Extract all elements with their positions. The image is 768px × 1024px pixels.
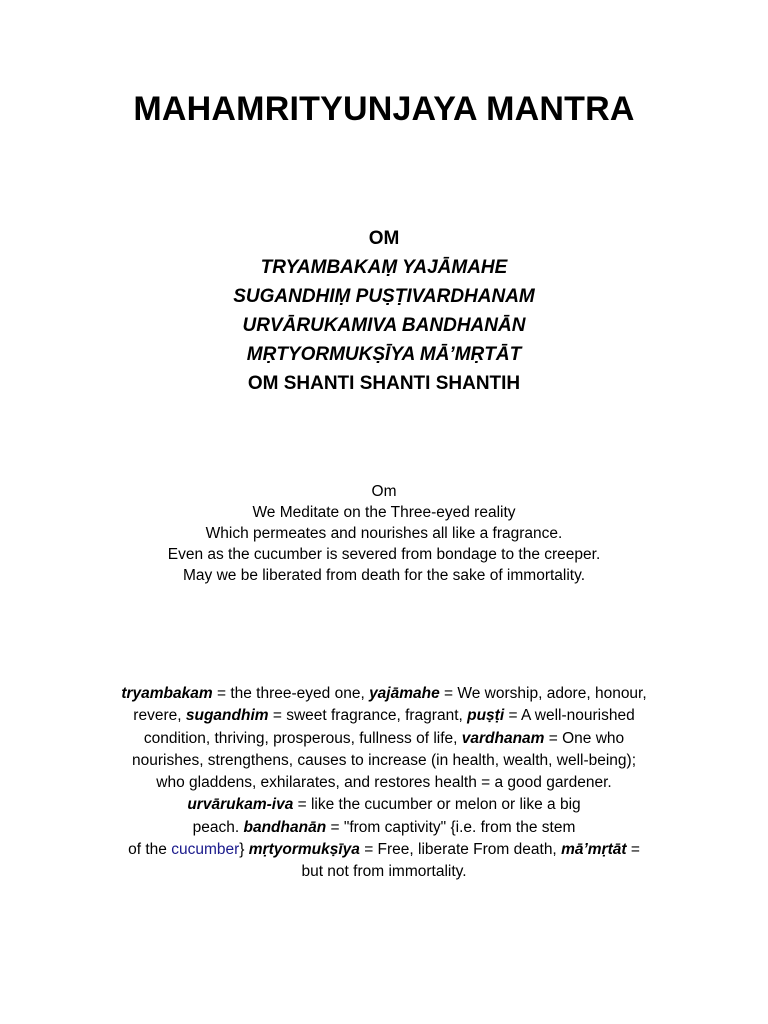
translation-line-2: We Meditate on the Three-eyed reality <box>252 504 516 521</box>
cucumber-link[interactable]: cucumber <box>171 841 240 859</box>
mantra-line-4: URVĀRUKAMIVA BANDHANĀN <box>242 315 526 336</box>
mantra-line-6: OM SHANTI SHANTI SHANTIH <box>247 373 521 394</box>
glossary-definition: = We worship, adore, honour, <box>439 685 647 702</box>
mantra-line-1: OM <box>368 228 400 249</box>
glossary-definition: of the <box>128 841 172 859</box>
glossary-definition: = like the cucumber or melon or like a big <box>293 796 581 814</box>
glossary-definition: } <box>239 841 249 859</box>
translation-block <box>0 481 768 586</box>
glossary-definition: peach. <box>192 818 244 836</box>
mantra-line-2: TRYAMBAKAṂ YAJĀMAHE <box>260 257 508 278</box>
glossary-definition: = Free, liberate From death, <box>359 841 562 859</box>
glossary-block <box>60 683 708 884</box>
glossary-term: sugandhim <box>185 707 269 725</box>
mantra-block <box>0 224 768 398</box>
translation-line-4: Even as the cucumber is severed from bondage to the creeper. <box>167 546 601 563</box>
glossary-line-8 <box>60 839 708 861</box>
translation-line-3: Which permeates and nourishes all like a fragrance. <box>205 525 563 542</box>
glossary-definition: nourishes, strengthens, causes to increase (in health, wealth, well-being); <box>131 751 637 769</box>
glossary-term: mā’mṛtāt <box>561 841 627 859</box>
glossary-line-7 <box>60 817 708 839</box>
glossary-definition: = One who <box>544 729 625 747</box>
glossary-term: bandhanān <box>243 818 327 836</box>
glossary-term: yajāmahe <box>369 685 440 702</box>
glossary-definition: but not from immortality. <box>301 863 467 881</box>
glossary-line-9 <box>60 861 708 883</box>
translation-line-5: May we be liberated from death for the sake of immortality. <box>182 567 586 584</box>
glossary-definition: condition, thriving, prosperous, fullness of life, <box>143 729 462 747</box>
glossary-line-2 <box>60 705 708 727</box>
glossary-line-6 <box>60 794 708 816</box>
glossary-definition: revere, <box>133 707 186 725</box>
mantra-line-5: MṚTYORMUKṢĪYA MĀ’MṚTĀT <box>246 344 522 365</box>
glossary-term: urvārukam-iva <box>187 796 294 814</box>
glossary-line-3 <box>60 728 708 750</box>
glossary-term: mṛtyormukṣīya <box>248 841 360 859</box>
glossary-term: puṣṭi <box>467 707 505 725</box>
glossary-definition: who gladdens, exhilarates, and restores health = a good gardener. <box>156 774 612 792</box>
glossary-definition: = sweet fragrance, fragrant, <box>268 707 468 725</box>
glossary-line-5 <box>60 772 708 794</box>
glossary-term: vardhanam <box>461 729 545 747</box>
glossary-definition: = the three-eyed one, <box>212 685 370 702</box>
glossary-term: tryambakam <box>121 685 213 702</box>
glossary-line-4 <box>60 750 708 772</box>
glossary-definition: = <box>626 841 640 859</box>
translation-line-1: Om <box>371 483 397 500</box>
glossary-line-1 <box>60 683 708 705</box>
page-title: MAHAMRITYUNJAYA MANTRA <box>133 90 635 128</box>
mantra-line-3: SUGANDHIṂ PUṢṬIVARDHANAM <box>233 286 535 307</box>
glossary-definition: = A well-nourished <box>504 707 635 725</box>
glossary-definition: = "from captivity" {i.e. from the stem <box>326 818 576 836</box>
